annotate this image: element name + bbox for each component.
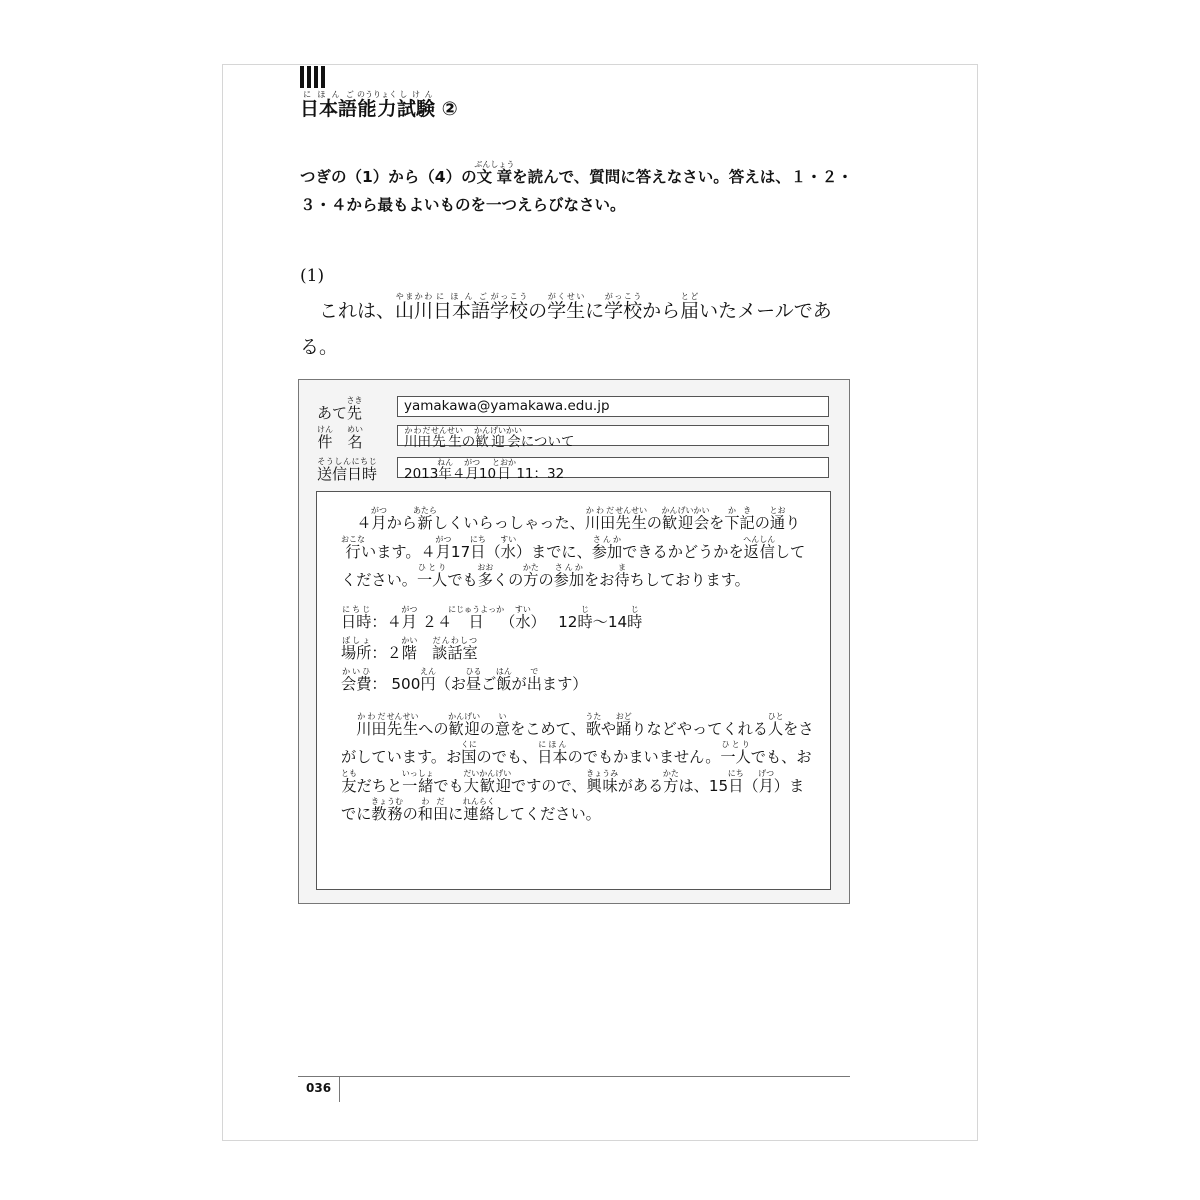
ruby-word: 連絡れんらく	[462, 797, 495, 823]
text-run: の	[528, 300, 548, 322]
ruby-word: 試験しけん	[397, 90, 436, 120]
email-sent-label	[317, 457, 377, 485]
text-run: でも	[447, 571, 478, 589]
text-run: から	[386, 514, 417, 532]
email-window	[298, 379, 850, 904]
section-marker	[300, 66, 326, 88]
schedule-place	[341, 636, 818, 667]
footer-rule	[298, 1076, 850, 1077]
text-run: だちと	[356, 776, 403, 795]
text-run: 10	[478, 466, 497, 482]
email-to-row	[317, 396, 831, 422]
ruby-word: 興味きょうみ	[586, 768, 619, 795]
ruby-word: 友とも	[341, 768, 357, 795]
email-to-label	[317, 396, 363, 424]
email-to-field: yamakawa@yamakawa.edu.jp	[397, 396, 829, 417]
text-run: これは、	[319, 300, 396, 322]
ruby-word: 日にち	[727, 768, 744, 795]
ruby-word: 歌うた	[585, 711, 602, 738]
ruby-word: 大歓迎だいかんげい	[463, 768, 512, 795]
text-run: をさがしています。お	[341, 719, 814, 766]
text-run: について	[520, 434, 575, 450]
text-run: への	[418, 719, 449, 738]
ruby-word: 先生せんせい	[431, 426, 463, 450]
text-run: くの	[492, 571, 524, 589]
ruby-word: 山川やまかわ	[395, 292, 434, 322]
ruby-word: 一緒いっしょ	[401, 768, 434, 795]
ruby-word: 川田かわだ	[356, 711, 387, 738]
ruby-word: 水すい	[500, 534, 517, 561]
ruby-word: 返信へんしん	[743, 534, 776, 561]
ruby-word: 件けん	[317, 425, 333, 451]
email-subject-row	[317, 425, 831, 451]
text-run: してください。	[341, 542, 806, 589]
email-subject-label	[317, 425, 363, 453]
email-paragraph-2	[341, 712, 818, 829]
ruby-word: 円えん	[419, 666, 436, 693]
ruby-word: 出で	[526, 666, 542, 693]
text-run: ：２	[371, 643, 402, 662]
text-run: 11：32	[512, 466, 565, 482]
page-title	[300, 90, 458, 124]
text-run	[333, 433, 348, 451]
ruby-word: 先生せんせい	[615, 506, 648, 532]
ruby-word: 下記かき	[724, 506, 755, 532]
schedule-date	[341, 605, 818, 636]
text-run: 2013	[404, 466, 439, 482]
ruby-word: 学校がっこう	[490, 292, 529, 322]
ruby-word: 歓迎会かんげいかい	[661, 506, 710, 532]
text-run: のでも、	[476, 748, 538, 766]
ruby-word: 新あたら	[412, 506, 437, 532]
text-run: ）までに、	[515, 542, 592, 561]
text-run: できるかどうかを	[622, 542, 744, 561]
ruby-word: 参加さんか	[553, 563, 584, 589]
ruby-word: 国くに	[460, 740, 477, 766]
ruby-word: 年ねん	[437, 458, 454, 482]
text-run: います。４	[361, 542, 436, 561]
text-run: に	[448, 805, 464, 823]
text-run: が	[511, 674, 527, 693]
text-run: しくいらっしゃった、	[432, 514, 585, 532]
ruby-word: 日とおか	[492, 458, 517, 482]
text-run: ： 500	[371, 674, 421, 693]
ruby-word: 歓迎かんげい	[448, 711, 481, 738]
ruby-word: 川田かわだ	[584, 506, 616, 532]
text-run: （	[500, 612, 516, 631]
ruby-word: 方かた	[522, 563, 539, 589]
ruby-word: 日にち	[469, 534, 486, 561]
ruby-word: 月がつ	[401, 604, 418, 631]
text-run: 〜14	[592, 612, 628, 631]
instructions	[300, 160, 860, 219]
ruby-word: 踊おど	[615, 711, 632, 738]
ruby-word: 時じ	[577, 604, 593, 631]
text-run: いたメールである。	[300, 300, 832, 358]
text-run: の	[646, 514, 662, 532]
text-run: り	[785, 514, 801, 532]
email-sent-field	[397, 457, 829, 482]
ruby-word: 参加さんか	[591, 534, 623, 561]
text-run: ）までに	[341, 776, 805, 823]
ruby-word: 川田かわだ	[404, 426, 431, 450]
text-run: を読んで、質問に答えなさい。答えは、１・２・３・４から最もよいものを一つえらびなさい。	[300, 168, 853, 214]
ruby-word: 学生がくせい	[547, 292, 586, 322]
text-run: に	[585, 300, 605, 322]
ruby-word: 日本語にほんご	[433, 292, 491, 322]
ruby-word: 学校がっこう	[604, 292, 643, 322]
ruby-word: 日にじゅうよっか	[448, 604, 505, 631]
email-body	[316, 491, 831, 890]
ruby-word: 能力のうりょく	[357, 90, 398, 120]
ruby-word: 送信日時そうしんにちじ	[317, 457, 378, 483]
footer-divider	[339, 1076, 340, 1102]
text-run: （お	[435, 674, 466, 693]
ruby-word: 一人ひとり	[720, 740, 751, 766]
ruby-word: 日本にほん	[537, 740, 568, 766]
text-run: つぎの（1）から（4）の	[300, 168, 477, 186]
question-number: (1)	[300, 266, 325, 286]
ruby-word: 意い	[494, 711, 511, 738]
ruby-word: 月がつ	[464, 458, 481, 482]
ruby-word: 教務きょうむ	[370, 797, 403, 823]
text-run: ご	[481, 674, 497, 693]
ruby-word: 先さき	[346, 396, 363, 422]
text-run: ） 12	[530, 612, 578, 631]
ruby-word: 月がつ	[435, 534, 452, 561]
ruby-word: 階かい	[401, 635, 418, 662]
ruby-word: 会費かいひ	[341, 666, 372, 693]
text-run: ます）	[541, 674, 588, 693]
ruby-word: 日本語にほんご	[300, 90, 358, 120]
ruby-word: 文章ぶんしょう	[474, 160, 515, 186]
ruby-word: 日時にちじ	[341, 604, 372, 631]
ruby-word: 一人ひとり	[416, 563, 448, 589]
email-subject-field	[397, 425, 829, 450]
text-run: ４	[356, 514, 372, 532]
text-run: は、15	[678, 776, 729, 795]
ruby-word: 届とど	[680, 292, 700, 322]
text-run: （	[743, 776, 759, 795]
ruby-word: 和田わだ	[417, 797, 449, 823]
ruby-word: 方かた	[662, 768, 679, 795]
text-run: の	[479, 719, 495, 738]
ruby-word: 名めい	[347, 425, 364, 451]
text-run: から	[642, 300, 681, 322]
text-run: の	[538, 571, 554, 589]
email-schedule	[341, 605, 818, 698]
text-run: ②	[435, 98, 458, 120]
email-paragraph-1	[341, 506, 818, 595]
text-run: してください。	[494, 805, 601, 823]
ruby-word: 飯はん	[495, 666, 512, 693]
ruby-word: 多おお	[477, 563, 494, 589]
page-number: 036	[306, 1081, 332, 1095]
ruby-word: 人ひと	[767, 711, 784, 738]
ruby-word: 月げつ	[758, 768, 775, 795]
text-run: ですので、	[510, 776, 587, 795]
ruby-word: 月がつ	[370, 506, 387, 532]
ruby-word: 昼ひる	[465, 666, 482, 693]
ruby-word: 行おこな	[341, 534, 365, 561]
text-run: ：４	[371, 612, 402, 631]
text-run: 17	[450, 542, 471, 561]
text-run: の	[754, 514, 770, 532]
text-run: ２４	[416, 612, 453, 631]
text-run: ちしております。	[629, 571, 750, 589]
email-sent-row	[317, 457, 831, 483]
text-run: でも	[433, 776, 464, 795]
text-run: でも、お	[750, 748, 812, 766]
text-run: をお	[584, 571, 615, 589]
text-run: ４	[451, 466, 466, 482]
question-intro	[300, 292, 856, 365]
text-run	[417, 644, 432, 662]
ruby-word: 時じ	[627, 604, 643, 631]
ruby-word: 水すい	[514, 604, 531, 631]
ruby-word: 通とお	[769, 506, 786, 532]
text-run: りなどやってくれる	[631, 719, 768, 738]
ruby-word: 先生せんせい	[386, 711, 419, 738]
schedule-fee	[341, 667, 818, 698]
text-run: の	[461, 434, 476, 450]
text-run: がある	[617, 776, 664, 795]
ruby-word: 待ま	[614, 563, 630, 589]
ruby-word: 歓迎会かんげいかい	[474, 426, 522, 450]
text-run: を	[709, 514, 725, 532]
text-run: や	[600, 719, 617, 738]
ruby-word: 場所ばしょ	[341, 635, 372, 662]
text-run: あて	[317, 404, 348, 422]
text-run: の	[402, 805, 418, 823]
text-run: （	[485, 542, 501, 561]
text-run: のでもかまいません。	[567, 748, 721, 766]
ruby-word: 談話室だんわしつ	[432, 635, 478, 662]
text-run: をこめて、	[510, 719, 586, 738]
